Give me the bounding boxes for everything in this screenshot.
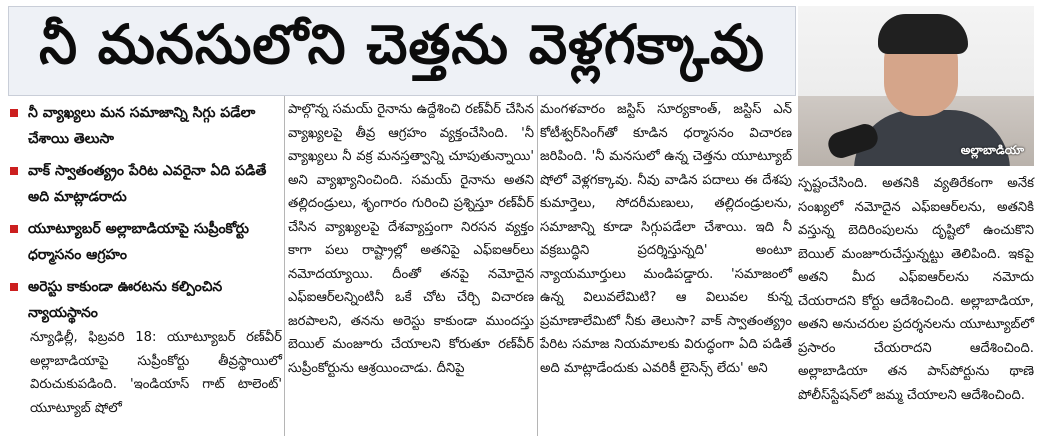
article-column-2 xyxy=(288,98,534,380)
headline-banner xyxy=(8,6,796,96)
headline: నీ మనసులోని చెత్తను వెళ్లగక్కావు xyxy=(39,12,765,76)
article-column-3 xyxy=(540,98,792,380)
column-divider xyxy=(537,96,538,436)
article-text: మంగళవారం జస్టిస్ సూర్యకాంత్, జస్టిస్ ఎన్ కోటీశ్వర్‌సింగ్‌తో కూడిన ధర్మాసనం విచారణ జరిపింది. 'నీ మనసులో ఉన్న చెత్తను యూట్యూబ్ షోలో వెళ్లగక్కావు. నీవు వాడిన పదాలు ఈ దేశపు కుమార్తెలు, సోదరీమణులు, తల్లిదండ్రులను, సమాజాన్ని కూడా సిగ్గుపడేలా చేశాయి. ఇది నీ వక్రబుద్ధిని ప్రదర్శిస్తున్నది' అంటూ న్యాయమూర్తులు మండిపడ్డారు. 'సమాజంలో ఉన్న విలువలేమిటి? ఆ విలువల కున్న ప్రమాణాలేమిటో నీకు తెలుసా? వాక్ స్వాతంత్య్రం పేరిట సమాజ నియమాలకు విరుద్ధంగా ఏది పడితే అది మాట్లాడేందుకు ఎవరికీ లైసెన్స్ లేదు' అని xyxy=(540,102,792,376)
article-column-1 xyxy=(30,326,282,420)
photo-caption: అల్లాబాడియా xyxy=(960,143,1024,157)
news-photo xyxy=(798,6,1034,166)
article-column-4 xyxy=(798,172,1034,407)
article-text: న్యూఢిల్లీ, ఫిబ్రవరి 18: యూట్యూబర్ రణ్‌వీర్ అల్లాబాడియాపై సుప్రీంకోర్టు తీవ్రస్థాయిలో విరుచుకుపడింది. 'ఇండియాస్ గాట్ టాలెంట్' యూట్యూబ్ షోలో xyxy=(30,330,282,416)
column-divider xyxy=(284,96,285,436)
highlight-item: యూట్యూబర్ అల్లాబాడియాపై సుప్రీంకోర్టు ధర్మాసనం ఆగ్రహం xyxy=(8,216,278,268)
highlight-item: అరెస్టు కాకుండా ఊరటను కల్పించిన న్యాయస్థానం xyxy=(8,274,278,326)
article-text: స్పష్టంచేసింది. అతనికి వ్యతిరేకంగా అనేక సంఖ్యలో నమోదైన ఎఫ్‌ఐఆర్‌లను, అతనికి వస్తున్న బెదిరింపులను దృష్టిలో ఉంచుకొని బెయిల్ మంజూరుచేస్తున్నట్టు తెలిపింది. ఇకపై అతని మీద ఎఫ్‌ఐఆర్‌లను నమోదు చేయరాదని కోర్టు ఆదేశించింది. అల్లాబాడియా, అతని అనుచరుల ప్రదర్శనలను యూట్యూబ్‌లో ప్రసారం చేయరాదని ఆదేశించింది. అల్లాబాడియా తన పాస్‌పోర్టును థాణె పోలీస్‌స్టేషన్‌లో జమ్మ చేయాలని ఆదేశించింది. xyxy=(798,176,1034,403)
article-text: పాల్గొన్న సమయ్ రైనాను ఉద్దేశించి రణ్‌వీర్ చేసిన వ్యాఖ్యలపై తీవ్ర ఆగ్రహం వ్యక్తంచేసింది. 'నీ వ్యాఖ్యలు నీ వక్ర మనస్తత్వాన్ని చూపుతున్నాయి' అని వ్యాఖ్యానించింది. సమయ్ రైనాను అతని తల్లిదండ్రులు, శృంగారం గురించి ప్రశ్నిస్తూ రణ్‌వీర్ చేసిన వ్యాఖ్యలపై దేశవ్యాప్తంగా నిరసన వ్యక్తం కాగా పలు రాష్ట్రాల్లో అతనిపై ఎఫ్‌ఐఆర్‌లు నమోదయ్యాయి. దీంతో తనపై నమోదైన ఎఫ్‌ఐఆర్‌లన్నింటినీ ఒకే చోట చేర్చి విచారణ జరపాలని, తనను అరెస్టు కాకుండా ముందస్తు బెయిల్ మంజూరు చేయాలని కోరుతూ రణ్‌వీర్ సుప్రీంకోర్టును ఆశ్రయించాడు. దీనిపై xyxy=(288,102,534,376)
highlight-item: నీ వ్యాఖ్యలు మన సమాజాన్ని సిగ్గు పడేలా చేశాయి తెలుసా xyxy=(8,100,278,152)
highlight-item: వాక్ స్వాతంత్య్రం పేరిట ఎవరైనా ఏది పడితే అది మాట్లాడరాదు xyxy=(8,158,278,210)
highlights-list xyxy=(8,100,278,332)
